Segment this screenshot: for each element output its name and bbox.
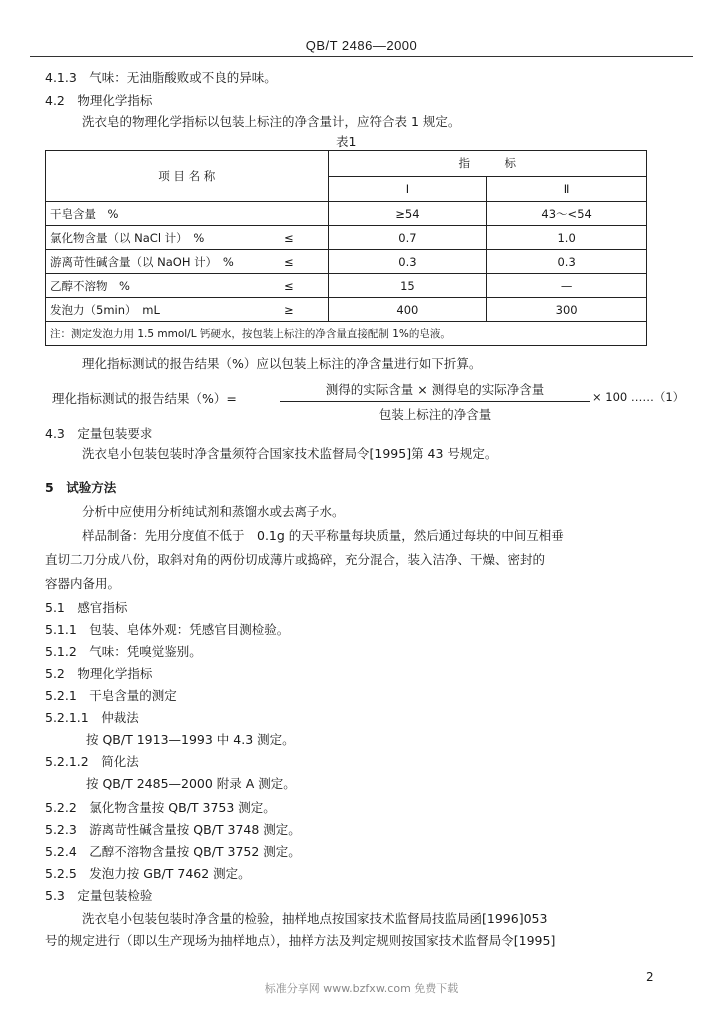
- clause-4-1-3: 4.1.3 气味：无油脂酸败或不良的异味。: [45, 70, 277, 85]
- sample-prep-line-2: 直切二刀分成八份，取斜对角的两份切成薄片或捣碎，充分混合，装入洁净、干燥、密封的: [45, 552, 546, 567]
- clause-4-2-title: 4.2 物理化学指标: [45, 93, 153, 108]
- header-rule: [30, 56, 693, 57]
- row-name: 游离苛性碱含量（以 NaOH 计） %: [46, 250, 251, 274]
- clause-5-2-5: 5.2.5 发泡力按 GB/T 7462 测定。: [45, 866, 251, 881]
- clause-5-2-1-1: 5.2.1.1 仲裁法: [45, 710, 139, 725]
- row-grade-2: 300: [487, 298, 647, 322]
- row-name: 干皂含量 %: [46, 202, 251, 226]
- table-row: [46, 298, 647, 322]
- sample-prep-line-1: 样品制备：先用分度值不低于 0.1g 的天平称量每块质量，然后通过每块的中间互相垂: [82, 528, 564, 543]
- row-name: 发泡力（5min） mL: [46, 298, 251, 322]
- table-note: 注：测定发泡力用 1.5 mmol/L 钙硬水，按包装上标注的净含量直接配制 1%的皂液。: [46, 322, 647, 346]
- row-grade-2: —: [487, 274, 647, 298]
- row-symbol: ≤: [250, 250, 328, 274]
- table-row: [46, 202, 647, 226]
- footer-watermark: 标准分享网 www.bzfxw.com 免费下载: [264, 982, 459, 995]
- clause-5-2-1: 5.2.1 干皂含量的测定: [45, 688, 177, 703]
- clause-4-2-body: 洗衣皂的物理化学指标以包装上标注的净含量计，应符合表 1 规定。: [82, 114, 461, 129]
- clause-5-2-2: 5.2.2 氯化物含量按 QB/T 3753 测定。: [45, 800, 276, 815]
- row-grade-2: 1.0: [487, 226, 647, 250]
- clause-4-3-body: 洗衣皂小包装包装时净含量须符合国家技术监督局令[1995]第 43 号规定。: [82, 446, 498, 461]
- row-grade-1: 0.3: [328, 250, 487, 274]
- row-grade-1: 400: [328, 298, 487, 322]
- row-symbol: ≥: [250, 298, 328, 322]
- section-5-intro: 分析中应使用分析纯试剂和蒸馏水或去离子水。: [82, 504, 345, 519]
- formula-numerator: 测得的实际含量 × 测得皂的实际净含量: [325, 382, 545, 397]
- formula-fraction: [280, 380, 590, 423]
- col-header-grade-1: Ⅰ: [328, 176, 487, 202]
- col-header-index: 指 标: [328, 151, 646, 177]
- clause-5-2-4: 5.2.4 乙醇不溶物含量按 QB/T 3752 测定。: [45, 844, 301, 859]
- row-grade-1: 15: [328, 274, 487, 298]
- clause-5-1: 5.1 感官指标: [45, 600, 128, 615]
- clause-5-3-line-1: 洗衣皂小包装包装时净含量的检验，抽样地点按国家技术监督局技监局函[1996]053: [82, 911, 548, 926]
- clause-5-2-3: 5.2.3 游离苛性碱含量按 QB/T 3748 测定。: [45, 822, 301, 837]
- col-header-grade-2: Ⅱ: [487, 176, 647, 202]
- clause-4-3-title: 4.3 定量包装要求: [45, 426, 153, 441]
- clause-5-3: 5.3 定量包装检验: [45, 888, 153, 903]
- standard-header: QB/T 2486—2000: [305, 38, 418, 53]
- table-row: [46, 250, 647, 274]
- formula-denominator: 包装上标注的净含量: [378, 407, 492, 422]
- row-symbol: ≤: [250, 274, 328, 298]
- row-name: 氯化物含量（以 NaCl 计） %: [46, 226, 251, 250]
- row-grade-1: ≥54: [328, 202, 487, 226]
- row-symbol: ≤: [250, 226, 328, 250]
- section-5-title: 5 试验方法: [45, 480, 117, 495]
- formula-lhs: 理化指标测试的报告结果（%）=: [52, 391, 237, 406]
- fraction-bar: [280, 401, 590, 402]
- table-caption: 表1: [336, 134, 357, 149]
- table-1: [45, 150, 647, 346]
- row-name: 乙醇不溶物 %: [46, 274, 251, 298]
- clause-5-2-1-1-body: 按 QB/T 1913—1993 中 4.3 测定。: [86, 732, 295, 747]
- calc-intro: 理化指标测试的报告结果（%）应以包装上标注的净含量进行如下折算。: [82, 356, 482, 371]
- row-grade-2: 43～<54: [487, 202, 647, 226]
- page-number: 2: [646, 970, 654, 984]
- formula-rhs: × 100 ……（1）: [592, 390, 685, 404]
- clause-5-3-line-2: 号的规定进行（即以生产现场为抽样地点），抽样方法及判定规则按国家技术监督局令[1995]: [45, 933, 556, 948]
- row-symbol: [250, 202, 328, 226]
- table-row: [46, 226, 647, 250]
- row-grade-2: 0.3: [487, 250, 647, 274]
- clause-5-2: 5.2 物理化学指标: [45, 666, 153, 681]
- clause-5-2-1-2-body: 按 QB/T 2485—2000 附录 A 测定。: [86, 776, 296, 791]
- sample-prep-line-3: 容器内备用。: [45, 576, 121, 591]
- table-row: [46, 274, 647, 298]
- clause-5-1-1: 5.1.1 包装、皂体外观：凭感官目测检验。: [45, 622, 290, 637]
- clause-5-2-1-2: 5.2.1.2 简化法: [45, 754, 139, 769]
- clause-5-1-2: 5.1.2 气味：凭嗅觉鉴别。: [45, 644, 202, 659]
- row-grade-1: 0.7: [328, 226, 487, 250]
- col-header-item: 项 目 名 称: [46, 151, 329, 202]
